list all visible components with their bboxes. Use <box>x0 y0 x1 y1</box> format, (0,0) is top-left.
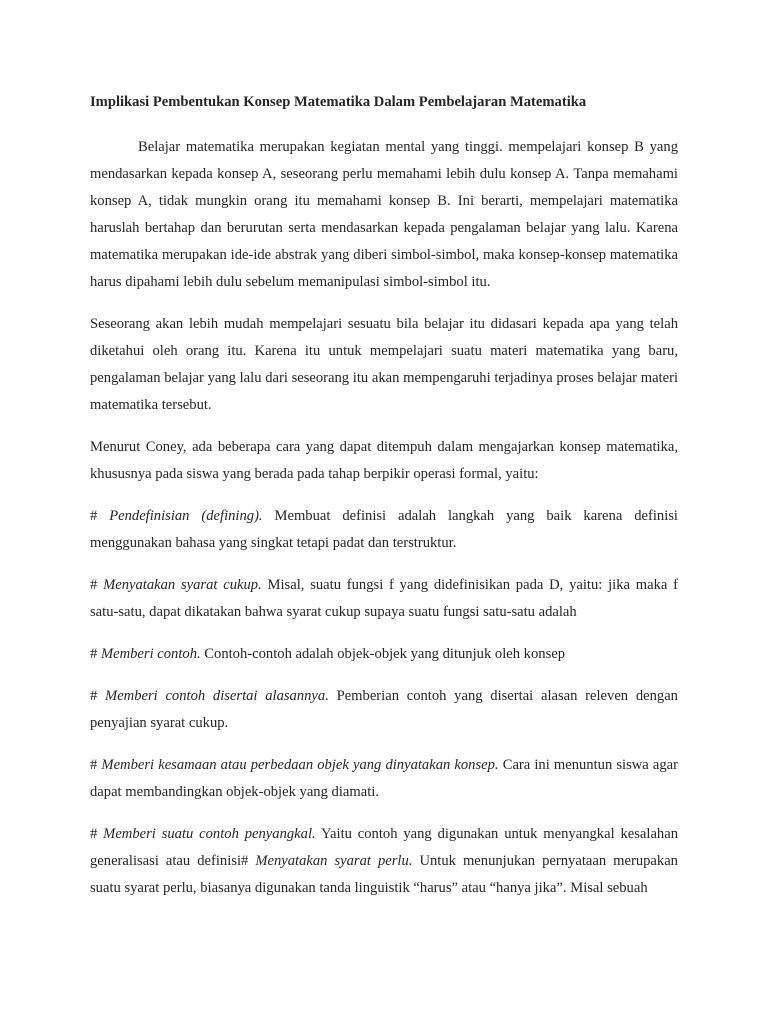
item-term: Memberi kesamaan atau perbedaan objek yang dinyatakan konsep. <box>101 757 499 773</box>
item-text: Yaitu contoh yang digunakan untuk menyangkal kesalahan generalisasi atau definisi# <box>90 826 679 869</box>
list-item-defining <box>90 503 678 557</box>
item-text: Untuk menunjukan pernyataan merupakan suatu syarat perlu, biasanya digunakan tanda linguistik “harus” atau “hanya jika”. Misal sebuah <box>90 853 678 896</box>
list-item-sufficient-condition <box>90 572 678 626</box>
item-term: Menyatakan syarat cukup. <box>103 577 262 593</box>
paragraph-prior-knowledge: Seseorang akan lebih mudah mempelajari sesuatu bila belajar itu didasari kepada apa yang telah diketahui oleh orang itu. Karena itu untuk mempelajari suatu materi matematika yang baru, pengalaman belajar yang lalu dari seseorang itu akan mempengaruhi terjadinya proses belajar materi matematika tersebut. <box>90 316 678 413</box>
item-term-necessary-condition: Menyatakan syarat perlu. <box>255 853 413 869</box>
list-item-example <box>90 641 678 668</box>
item-term: Pendefinisian (defining). <box>109 508 263 524</box>
list-item-counterexample <box>90 821 678 902</box>
item-text: Misal, suatu fungsi f yang didefinisikan pada D, yaitu: jika maka f satu-satu, dapat dikatakan bahwa syarat cukup supaya suatu fungsi satu-satu adalah <box>90 577 678 620</box>
item-term: Memberi contoh disertai alasannya. <box>105 688 329 704</box>
item-text: Membuat definisi adalah langkah yang baik karena definisi menggunakan bahasa yang singkat tetapi padat dan terstruktur. <box>90 508 678 551</box>
document-title: Implikasi Pembentukan Konsep Matematika Dalam Pembelajaran Matematika <box>90 94 587 110</box>
item-bullet: # <box>90 646 101 662</box>
item-term: Memberi suatu contoh penyangkal. <box>103 826 316 842</box>
item-bullet: # <box>90 826 104 842</box>
item-bullet: # <box>90 757 102 773</box>
list-item-similarity-difference <box>90 752 678 806</box>
item-text: Cara ini menuntun siswa agar dapat membandingkan objek-objek yang diamati. <box>90 757 679 800</box>
list-item-example-with-reason <box>90 683 678 737</box>
item-term: Memberi contoh. <box>100 646 201 662</box>
paragraph-intro: Belajar matematika merupakan kegiatan mental yang tinggi. mempelajari konsep B yang mendasarkan kepada konsep A, seseorang perlu memahami lebih dulu konsep A. Tanpa memahami konsep A, tidak mungkin orang itu memahami konsep B. Ini berarti, mempelajari matematika haruslah bertahap dan berurutan serta mendasarkan kepada pengalaman belajar yang lalu. Karena matematika merupakan ide-ide abstrak yang diberi simbol-simbol, maka konsep-konsep matematika harus dipahami lebih dulu sebelum memanipulasi simbol-simbol itu. <box>90 139 678 290</box>
item-bullet: # <box>90 508 110 524</box>
item-text: Pemberian contoh yang disertai alasan releven dengan penyajian syarat cukup. <box>90 688 678 731</box>
paragraph-coney-methods: Menurut Coney, ada beberapa cara yang dapat ditempuh dalam mengajarkan konsep matematika, khususnya pada siswa yang berada pada tahap berpikir operasi formal, yaitu: <box>90 439 678 482</box>
item-bullet: # <box>90 688 106 704</box>
item-bullet: # <box>90 577 104 593</box>
item-text: Contoh-contoh adalah objek-objek yang ditunjuk oleh konsep <box>200 646 566 662</box>
